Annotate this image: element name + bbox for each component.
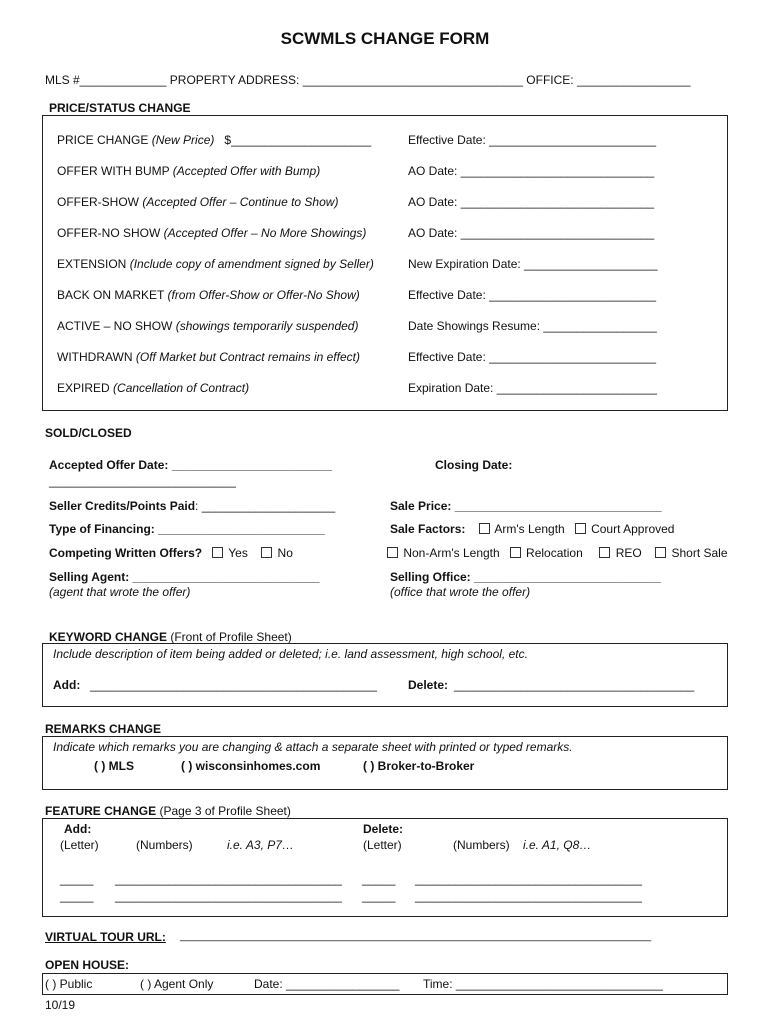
competing-offers-row xyxy=(49,546,293,560)
open-house-public[interactable]: ( ) Public xyxy=(45,977,93,991)
price-status-row-date-field: AO Date: _____________________________ xyxy=(408,195,655,209)
feature-delete-number-line-2: __________________________________ xyxy=(415,889,642,903)
selling-office-note: (office that wrote the offer) xyxy=(390,585,531,599)
row-status-note: (Include copy of amendment signed by Seller) xyxy=(129,257,374,271)
price-status-row-label xyxy=(57,195,338,209)
row-status-note: (Off Market but Contract remains in effect) xyxy=(135,350,360,364)
row-status-note: (Accepted Offer with Bump) xyxy=(172,164,321,178)
court-approved-label: Court Approved xyxy=(591,522,675,536)
feature-delete-letter: (Letter) xyxy=(363,838,402,852)
no-label: No xyxy=(277,546,293,560)
no-checkbox[interactable] xyxy=(261,547,272,558)
sale-factors-row-2 xyxy=(387,546,728,560)
sale-factors-row xyxy=(390,522,674,536)
reo-label: REO xyxy=(615,546,642,560)
price-status-row-date-field: Expiration Date: ________________________ xyxy=(408,381,657,395)
remarks-option-broker[interactable]: ( ) Broker-to-Broker xyxy=(363,759,475,773)
open-house-agent-only[interactable]: ( ) Agent Only xyxy=(140,977,214,991)
feature-add-letter-line-1: _____ xyxy=(60,872,94,886)
selling-agent-note: (agent that wrote the offer) xyxy=(49,585,191,599)
price-status-row-date-field: Effective Date: _________________________ xyxy=(408,350,656,364)
selling-office: Selling Office: ____________________________ xyxy=(390,570,661,584)
feature-add-example: i.e. A3, P7… xyxy=(227,838,294,852)
row-status-note: (from Offer-Show or Offer-No Show) xyxy=(167,288,360,302)
form-version: 10/19 xyxy=(45,998,76,1012)
remarks-heading: REMARKS CHANGE xyxy=(45,722,162,736)
keyword-delete-line: ____________________________________ xyxy=(454,678,695,692)
row-status-name: EXPIRED xyxy=(57,381,110,395)
feature-delete-label: Delete: xyxy=(363,822,404,836)
price-status-row-label xyxy=(57,319,358,333)
type-of-financing: Type of Financing: _________________________ xyxy=(49,522,325,536)
open-house-time: Time: _______________________________ xyxy=(423,977,663,991)
price-status-row-date-field: New Expiration Date: ____________________ xyxy=(408,257,658,271)
non-arms-label: Non-Arm's Length xyxy=(403,546,500,560)
row-status-name: EXTENSION xyxy=(57,257,127,271)
keyword-add-label: Add: xyxy=(53,678,81,692)
selling-agent: Selling Agent: ____________________________ xyxy=(49,570,320,584)
keyword-heading xyxy=(49,630,292,644)
keyword-instruction: Include description of item being added or deleted; i.e. land assessment, high school, etc. xyxy=(53,647,528,661)
row-status-note: (Accepted Offer – Continue to Show) xyxy=(142,195,339,209)
feature-add-numbers: (Numbers) xyxy=(136,838,193,852)
price-status-row-label xyxy=(57,381,249,395)
closing-date: Closing Date: xyxy=(435,458,513,472)
feature-heading-label: FEATURE CHANGE xyxy=(45,804,157,818)
price-status-row-label xyxy=(57,226,366,240)
feature-add-number-line-2: __________________________________ xyxy=(115,889,342,903)
feature-add-letter: (Letter) xyxy=(60,838,99,852)
price-status-row-date-field: AO Date: _____________________________ xyxy=(408,226,655,240)
price-status-row-label xyxy=(57,288,360,302)
virtual-tour-label: VIRTUAL TOUR URL: xyxy=(45,930,166,944)
sold-heading: SOLD/CLOSED xyxy=(45,426,132,440)
feature-delete-numbers: (Numbers) xyxy=(453,838,510,852)
feature-heading xyxy=(45,804,291,818)
accepted-offer-date: Accepted Offer Date: ________________________ xyxy=(49,458,332,472)
row-status-name: OFFER-SHOW xyxy=(57,195,139,209)
price-status-heading: PRICE/STATUS CHANGE xyxy=(49,101,191,115)
price-status-row-label xyxy=(57,350,360,364)
short-sale-checkbox[interactable] xyxy=(655,547,666,558)
keyword-add-line: ___________________________________________ xyxy=(90,678,377,692)
feature-delete-letter-line-2: _____ xyxy=(362,889,396,903)
form-title: SCWMLS CHANGE FORM xyxy=(280,29,490,48)
row-status-note: (Accepted Offer – No More Showings) xyxy=(163,226,367,240)
price-status-row-label xyxy=(57,133,371,147)
court-approved-checkbox[interactable] xyxy=(575,523,586,534)
seller-credits-field xyxy=(49,499,335,513)
keyword-delete-label: Delete: xyxy=(408,678,449,692)
header-fields: MLS #_____________ PROPERTY ADDRESS: _________________________________ OFFICE: _________________ xyxy=(45,73,691,87)
reo-checkbox[interactable] xyxy=(599,547,610,558)
feature-delete-letter-line-1: _____ xyxy=(362,872,396,886)
keyword-heading-note: (Front of Profile Sheet) xyxy=(170,630,292,644)
row-status-name: BACK ON MARKET xyxy=(57,288,165,302)
price-status-row-date-field: Date Showings Resume: _________________ xyxy=(408,319,657,333)
relocation-label: Relocation xyxy=(526,546,583,560)
relocation-checkbox[interactable] xyxy=(510,547,521,558)
virtual-tour-line: _____________________________________________________________________________ xyxy=(180,930,652,942)
price-status-row-label xyxy=(57,257,374,271)
open-house-date: Date: _________________ xyxy=(254,977,400,991)
price-status-row-date-field: AO Date: _____________________________ xyxy=(408,164,655,178)
competing-offers-label: Competing Written Offers? xyxy=(49,546,203,560)
non-arms-checkbox[interactable] xyxy=(387,547,398,558)
yes-checkbox[interactable] xyxy=(212,547,223,558)
feature-add-label: Add: xyxy=(64,822,92,836)
yes-label: Yes xyxy=(228,546,248,560)
short-sale-label: Short Sale xyxy=(671,546,728,560)
feature-delete-example: i.e. A1, Q8… xyxy=(523,838,592,852)
accepted-offer-date-cont: ____________________________ xyxy=(49,474,236,488)
feature-heading-note: (Page 3 of Profile Sheet) xyxy=(159,804,291,818)
price-status-row-label xyxy=(57,164,320,178)
remarks-option-wisconsinhomes[interactable]: ( ) wisconsinhomes.com xyxy=(181,759,321,773)
seller-credits-label: Seller Credits/Points Paid xyxy=(49,499,196,513)
feature-add-number-line-1: __________________________________ xyxy=(115,872,342,886)
feature-add-letter-line-2: _____ xyxy=(60,889,94,903)
sale-price: Sale Price: _______________________________ xyxy=(390,499,662,513)
keyword-heading-label: KEYWORD CHANGE xyxy=(49,630,168,644)
sale-factors-label: Sale Factors: xyxy=(390,522,466,536)
row-status-note: (New Price) xyxy=(151,133,215,147)
row-status-name: ACTIVE – NO SHOW xyxy=(57,319,173,333)
arms-length-label: Arm's Length xyxy=(494,522,565,536)
remarks-instruction: Indicate which remarks you are changing & attach a separate sheet with printed or typed remarks. xyxy=(53,740,573,754)
row-status-name: OFFER WITH BUMP xyxy=(57,164,170,178)
row-price-field: $_____________________ xyxy=(224,133,372,147)
row-status-note: (Cancellation of Contract) xyxy=(113,381,250,395)
row-status-name: OFFER-NO SHOW xyxy=(57,226,161,240)
seller-credits-line: : ____________________ xyxy=(195,499,336,513)
open-house-heading: OPEN HOUSE: xyxy=(45,958,130,972)
row-status-name: WITHDRAWN xyxy=(57,350,133,364)
arms-length-checkbox[interactable] xyxy=(479,523,490,534)
row-status-note: (showings temporarily suspended) xyxy=(175,319,359,333)
price-status-row-date-field: Effective Date: _________________________ xyxy=(408,288,656,302)
price-status-row-date-field: Effective Date: _________________________ xyxy=(408,133,656,147)
remarks-option-mls[interactable]: ( ) MLS xyxy=(94,759,134,773)
feature-delete-number-line-1: __________________________________ xyxy=(415,872,642,886)
row-status-name: PRICE CHANGE xyxy=(57,133,149,147)
